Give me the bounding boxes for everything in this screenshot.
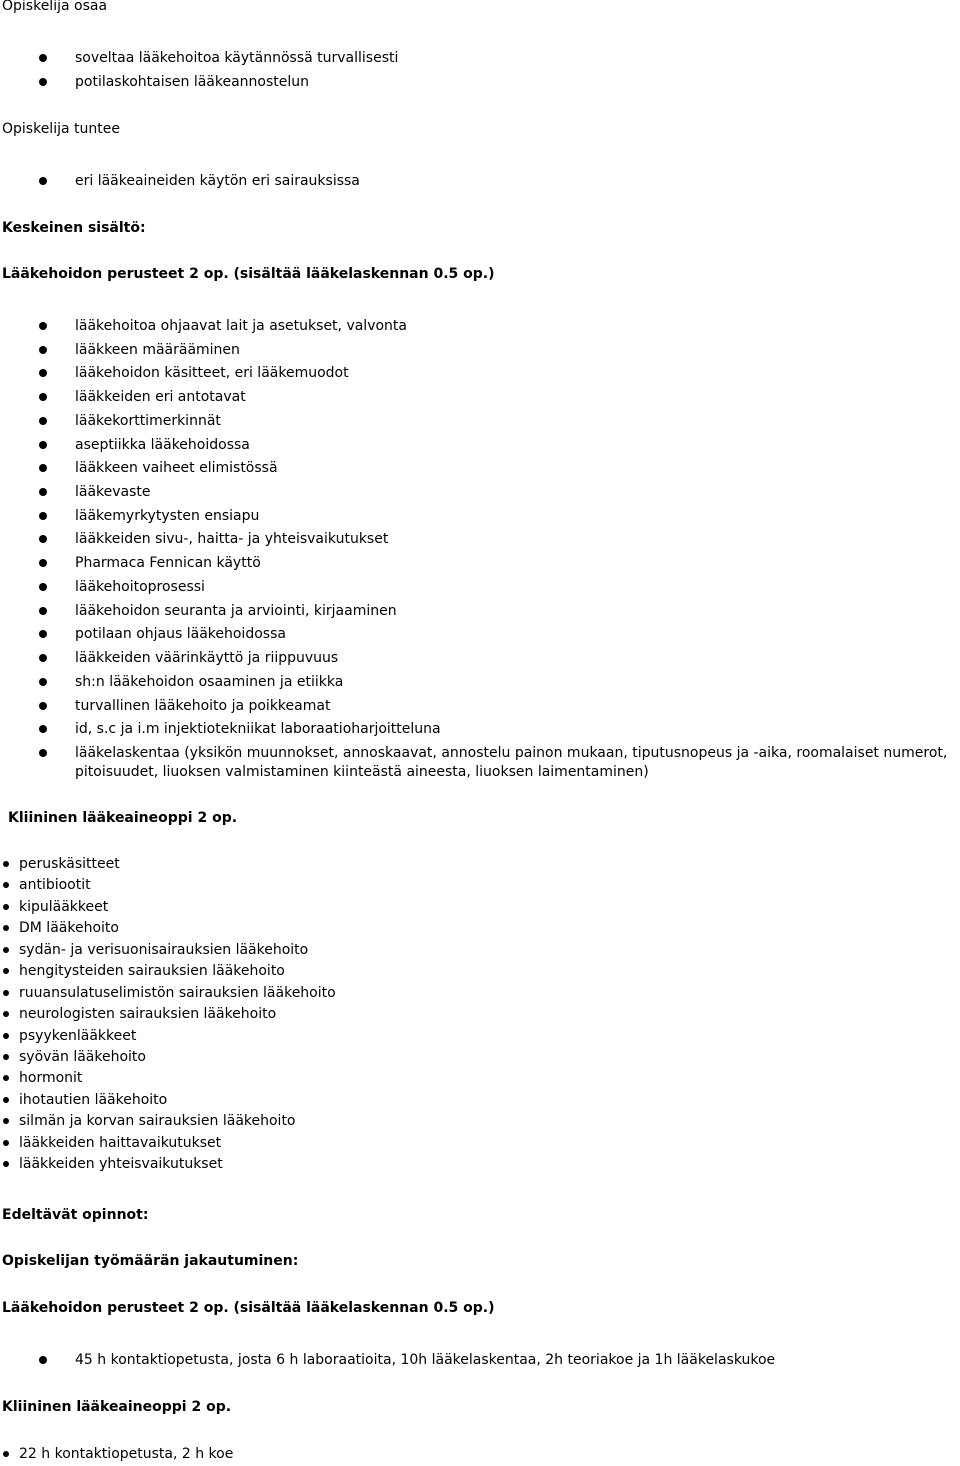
workload-perusteet-list (0, 1351, 960, 1369)
tuntee-list (0, 172, 960, 190)
list-item: kipulääkkeet (0, 898, 960, 919)
list-item: lääkkeiden väärinkäyttö ja riippuvuus (0, 649, 960, 667)
list-item: syövän lääkehoito (0, 1048, 960, 1069)
osaa-list (0, 49, 960, 91)
list-item: lääkehoidon seuranta ja arviointi, kirjaaminen (0, 602, 960, 620)
list-item: lääkelaskentaa (yksikön muunnokset, annoskaavat, annostelu painon mukaan, tiputusnopeus ja -aika, roomalaiset numerot, pitoisuudet, liuoksen valmistaminen kiinteästä aineesta, liuoksen laimentaminen) (0, 744, 955, 782)
kliininen-list (0, 855, 960, 1177)
list-item: lääkkeiden sivu-, haitta- ja yhteisvaikutukset (0, 530, 960, 548)
list-item: ruuansulatuselimistön sairauksien lääkehoito (0, 984, 960, 1005)
list-item: lääkkeen vaiheet elimistössä (0, 459, 960, 477)
list-item: hormonit (0, 1069, 960, 1090)
list-item: lääkekorttimerkinnät (0, 412, 960, 430)
workload-kliininen-title: Kliininen lääkeaineoppi 2 op. (2, 1399, 232, 1415)
list-item: sydän- ja verisuonisairauksien lääkehoito (0, 941, 960, 962)
content-heading: Keskeinen sisältö: (2, 220, 146, 236)
list-item: peruskäsitteet (0, 855, 960, 876)
list-item: psyykenlääkkeet (0, 1027, 960, 1048)
list-item: ihotautien lääkehoito (0, 1091, 960, 1112)
list-item: antibiootit (0, 876, 960, 897)
list-item: neurologisten sairauksien lääkehoito (0, 1005, 960, 1026)
list-item: lääkkeen määrääminen (0, 341, 960, 359)
list-item: potilaan ohjaus lääkehoidossa (0, 625, 960, 643)
list-item: 45 h kontaktiopetusta, josta 6 h laboraatioita, 10h lääkelaskentaa, 2h teoriakoe ja 1h lääkelaskukoe (0, 1351, 960, 1369)
prereq-heading: Edeltävät opinnot: (2, 1207, 149, 1223)
list-item: turvallinen lääkehoito ja poikkeamat (0, 697, 960, 715)
list-item: aseptiikka lääkehoidossa (0, 436, 960, 454)
list-item: lääkehoidon käsitteet, eri lääkemuodot (0, 364, 960, 382)
list-item: hengitysteiden sairauksien lääkehoito (0, 962, 960, 983)
list-item: eri lääkeaineiden käytön eri sairauksissa (0, 172, 960, 190)
kliininen-title: Kliininen lääkeaineoppi 2 op. (8, 810, 238, 826)
list-item: lääkehoitoa ohjaavat lait ja asetukset, valvonta (0, 317, 960, 335)
list-item: 22 h kontaktiopetusta, 2 h koe (0, 1445, 960, 1466)
list-item: silmän ja korvan sairauksien lääkehoito (0, 1112, 960, 1133)
intro-heading-osaa: Opiskelija osaa (2, 0, 108, 14)
list-item: Pharmaca Fennican käyttö (0, 554, 960, 572)
list-item: lääkkeiden yhteisvaikutukset (0, 1155, 960, 1176)
list-item: lääkemyrkytysten ensiapu (0, 507, 960, 525)
workload-perusteet-title: Lääkehoidon perusteet 2 op. (sisältää lääkelaskennan 0.5 op.) (2, 1300, 495, 1316)
perusteet-list (0, 317, 960, 782)
list-item: potilaskohtaisen lääkeannostelun (0, 73, 960, 91)
list-item: id, s.c ja i.m injektiotekniikat laboraatioharjoitteluna (0, 720, 960, 738)
list-item: lääkkeiden eri antotavat (0, 388, 960, 406)
list-item: lääkehoitoprosessi (0, 578, 960, 596)
list-item: soveltaa lääkehoitoa käytännössä turvallisesti (0, 49, 960, 67)
list-item: lääkkeiden haittavaikutukset (0, 1134, 960, 1155)
list-item: sh:n lääkehoidon osaaminen ja etiikka (0, 673, 960, 691)
list-item: DM lääkehoito (0, 919, 960, 940)
perusteet-title: Lääkehoidon perusteet 2 op. (sisältää lääkelaskennan 0.5 op.) (2, 266, 495, 282)
intro-heading-tuntee: Opiskelija tuntee (2, 121, 120, 137)
list-item: lääkevaste (0, 483, 960, 501)
workload-heading: Opiskelijan työmäärän jakautuminen: (2, 1253, 299, 1269)
